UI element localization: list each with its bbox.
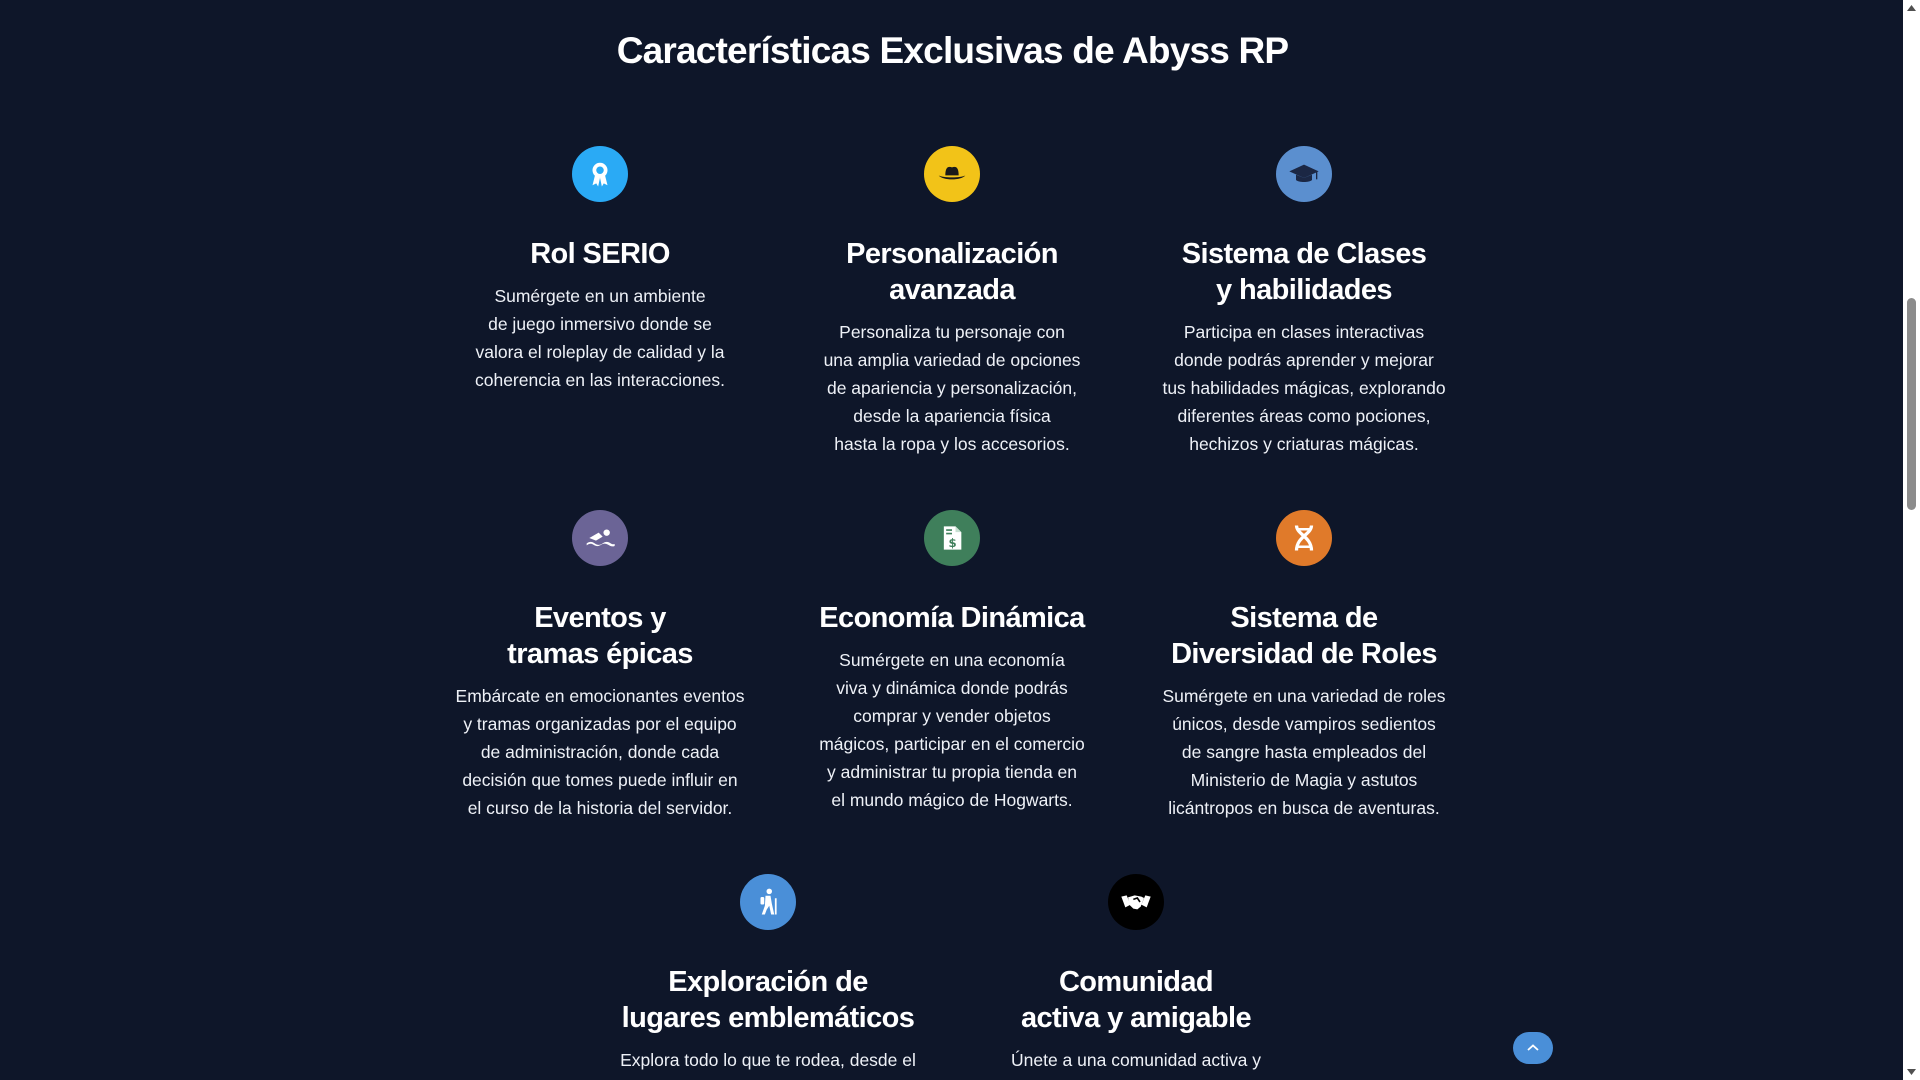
- swimmer-icon: [572, 510, 628, 566]
- feature-description: Participa en clases interactivas donde podrás aprender y mejorar tus habilidades mágicas, explorando diferentes áreas como pociones, hechizos y criaturas mágicas.: [1162, 322, 1446, 454]
- feature-title: Comunidad activa y amigable: [1021, 966, 1251, 1034]
- feature-description: Embárcate en emocionantes eventos y tramas organizadas por el equipo de administración, donde cada decisión que tomes puede influir en el curso de la historia del servidor.: [455, 686, 745, 818]
- feature-description: Únete a una comunidad activa y: [1010, 1050, 1262, 1070]
- feature-title: Exploración de lugares emblemáticos: [621, 966, 915, 1034]
- feature-description: Sumérgete en una variedad de roles únicos, desde vampiros sedientos de sangre hasta empleados del Ministerio de Magia y astutos licántropos en busca de aventuras.: [1162, 686, 1446, 818]
- feature-description: Sumérgete en una economía viva y dinámica donde podrás comprar y vender objetos mágicos, participar en el comercio y administrar tu propia tienda en el mundo mágico de Hogwarts.: [819, 650, 1085, 810]
- feature-title: Sistema de Diversidad de Roles: [1171, 602, 1437, 670]
- section-title: Características Exclusivas de Abyss RP: [616, 30, 1289, 71]
- handshake-icon: [1108, 874, 1164, 930]
- feature-card-clases: [1144, 146, 1464, 458]
- hat-cowboy-icon: [924, 146, 980, 202]
- hiking-icon: [740, 874, 796, 930]
- feature-card-economia: [792, 510, 1112, 814]
- back-to-top-button[interactable]: [1513, 1032, 1553, 1064]
- feature-description: Explora todo lo que te rodea, desde el: [620, 1050, 916, 1070]
- feature-description: Personaliza tu personaje con una amplia variedad de opciones de apariencia y personalización, desde la apariencia física hasta la ropa y los accesorios.: [823, 322, 1081, 454]
- svg-text:$: $: [948, 535, 957, 550]
- feature-description: Sumérgete en un ambiente de juego inmersivo donde se valora el roleplay de calidad y la coherencia en las interacciones.: [474, 286, 725, 390]
- dna-icon: [1276, 510, 1332, 566]
- scroll-up-arrow-icon[interactable]: [1903, 1, 1920, 15]
- feature-title: Rol SERIO: [530, 238, 670, 270]
- invoice-dollar-icon: [924, 510, 980, 566]
- feature-card-rol-serio: [440, 146, 760, 394]
- award-icon: [572, 146, 628, 202]
- feature-card-comunidad: [976, 874, 1296, 1074]
- feature-card-diversidad: [1144, 510, 1464, 822]
- scrollbar-thumb[interactable]: [1907, 298, 1916, 510]
- graduation-cap-icon: [1276, 146, 1332, 202]
- feature-title: Personalización avanzada: [846, 238, 1058, 306]
- scroll-down-arrow-icon[interactable]: [1903, 1065, 1920, 1079]
- chevron-up-icon: [1526, 1043, 1540, 1053]
- feature-title: Economía Dinámica: [819, 602, 1085, 634]
- vertical-scrollbar[interactable]: [1903, 0, 1920, 1080]
- feature-card-personalizacion: [792, 146, 1112, 458]
- feature-title: Sistema de Clases y habilidades: [1181, 238, 1427, 306]
- feature-card-eventos: [440, 510, 760, 822]
- feature-title: Eventos y tramas épicas: [507, 602, 693, 670]
- feature-card-exploracion: [608, 874, 928, 1074]
